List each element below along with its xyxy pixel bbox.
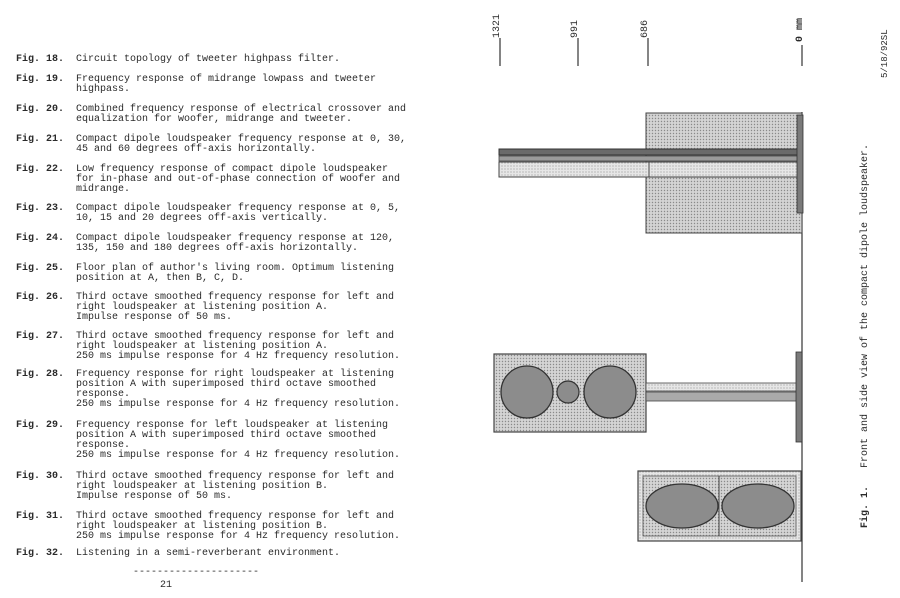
figure-label: Fig. 27. (16, 331, 65, 342)
figure-description: Third octave smoothed frequency response for left and right loudspeaker at listening position A. 250 ms impulse response for 4 Hz frequency resolution. (76, 331, 401, 362)
figure-description: Third octave smoothed frequency response for left and right loudspeaker at listening position A. Impulse response of 50 ms. (76, 292, 395, 323)
support-arm-shadow (646, 392, 799, 401)
figure-label: Fig. 29. (16, 420, 65, 431)
support-arm (646, 383, 799, 391)
separator-line: --------------------- (133, 567, 260, 578)
figure-label: Fig. 23. (16, 203, 65, 214)
figure-label: Fig. 22. (16, 164, 65, 175)
figure-label: Fig. 30. (16, 471, 65, 482)
figure-label: Fig. 31. (16, 511, 65, 522)
date-stamp: 5/18/92SL (880, 29, 890, 78)
figure-description: Low frequency response of compact dipole loudspeaker for in-phase and out-of-phase connection of woofer and midrange. (76, 164, 401, 195)
figure-label: Fig. 19. (16, 74, 65, 85)
figure-label: Fig. 18. (16, 54, 65, 65)
dimension-label: 991 (570, 19, 581, 38)
tweeter-driver (557, 381, 579, 403)
figure-label: Fig. 28. (16, 369, 65, 380)
baffle-extension (649, 162, 799, 177)
dimension-label: 686 (640, 19, 651, 38)
dimension-label: 1321 (492, 13, 503, 38)
figure-description: Circuit topology of tweeter highpass filter. (76, 54, 341, 65)
figure-description: Frequency response of midrange lowpass and tweeter highpass. (76, 74, 377, 95)
figure-label: Fig. 32. (16, 548, 65, 559)
right-woofer-driver (722, 484, 794, 528)
figure-caption-label: Fig. 1. (860, 485, 871, 528)
rear-plate (797, 115, 803, 213)
upper-arm (499, 149, 802, 155)
figure-label: Fig. 21. (16, 134, 65, 145)
dimension-label: 0 mm (795, 17, 806, 42)
figure-description: Frequency response for left loudspeaker at listening position A with superimposed third octave smoothed response. 250 ms impulse response for 4 Hz frequency resolution. (76, 420, 401, 461)
figure-label: Fig. 20. (16, 104, 65, 115)
upper-arm-lower-edge (499, 156, 802, 161)
page-number: 21 (160, 580, 173, 591)
baffle-extension (499, 162, 649, 177)
figure-description: Compact dipole loudspeaker frequency response at 120, 135, 150 and 180 degrees off-axis horizontally. (76, 233, 395, 254)
figure-caption-text: Front and side view of the compact dipole loudspeaker. (860, 143, 871, 468)
figure-description: Frequency response for right loudspeaker at listening position A with superimposed third octave smoothed response. 250 ms impulse response for 4 Hz frequency resolution. (76, 369, 401, 410)
right-midrange-driver (584, 366, 636, 418)
figure-label: Fig. 25. (16, 263, 65, 274)
figure-description: Listening in a semi-reverberant environment. (76, 548, 341, 559)
figure-description: Third octave smoothed frequency response for left and right loudspeaker at listening position B. Impulse response of 50 ms. (76, 471, 395, 502)
mount-plate (796, 352, 802, 442)
figure-label: Fig. 26. (16, 292, 65, 303)
figure-description: Combined frequency response of electrical crossover and equalization for woofer, midrange and tweeter. (76, 104, 407, 125)
figure-description: Third octave smoothed frequency response for left and right loudspeaker at listening position B. 250 ms impulse response for 4 Hz frequency resolution. (76, 511, 401, 542)
figure-description: Compact dipole loudspeaker frequency response at 0, 30, 45 and 60 degrees off-axis horizontally. (76, 134, 407, 155)
figure-description: Compact dipole loudspeaker frequency response at 0, 5, 10, 15 and 20 degrees off-axis vertically. (76, 203, 401, 224)
figure-label: Fig. 24. (16, 233, 65, 244)
left-woofer-driver (646, 484, 718, 528)
left-midrange-driver (501, 366, 553, 418)
figure-description: Floor plan of author's living room. Optimum listening position at A, then B, C, D. (76, 263, 395, 284)
